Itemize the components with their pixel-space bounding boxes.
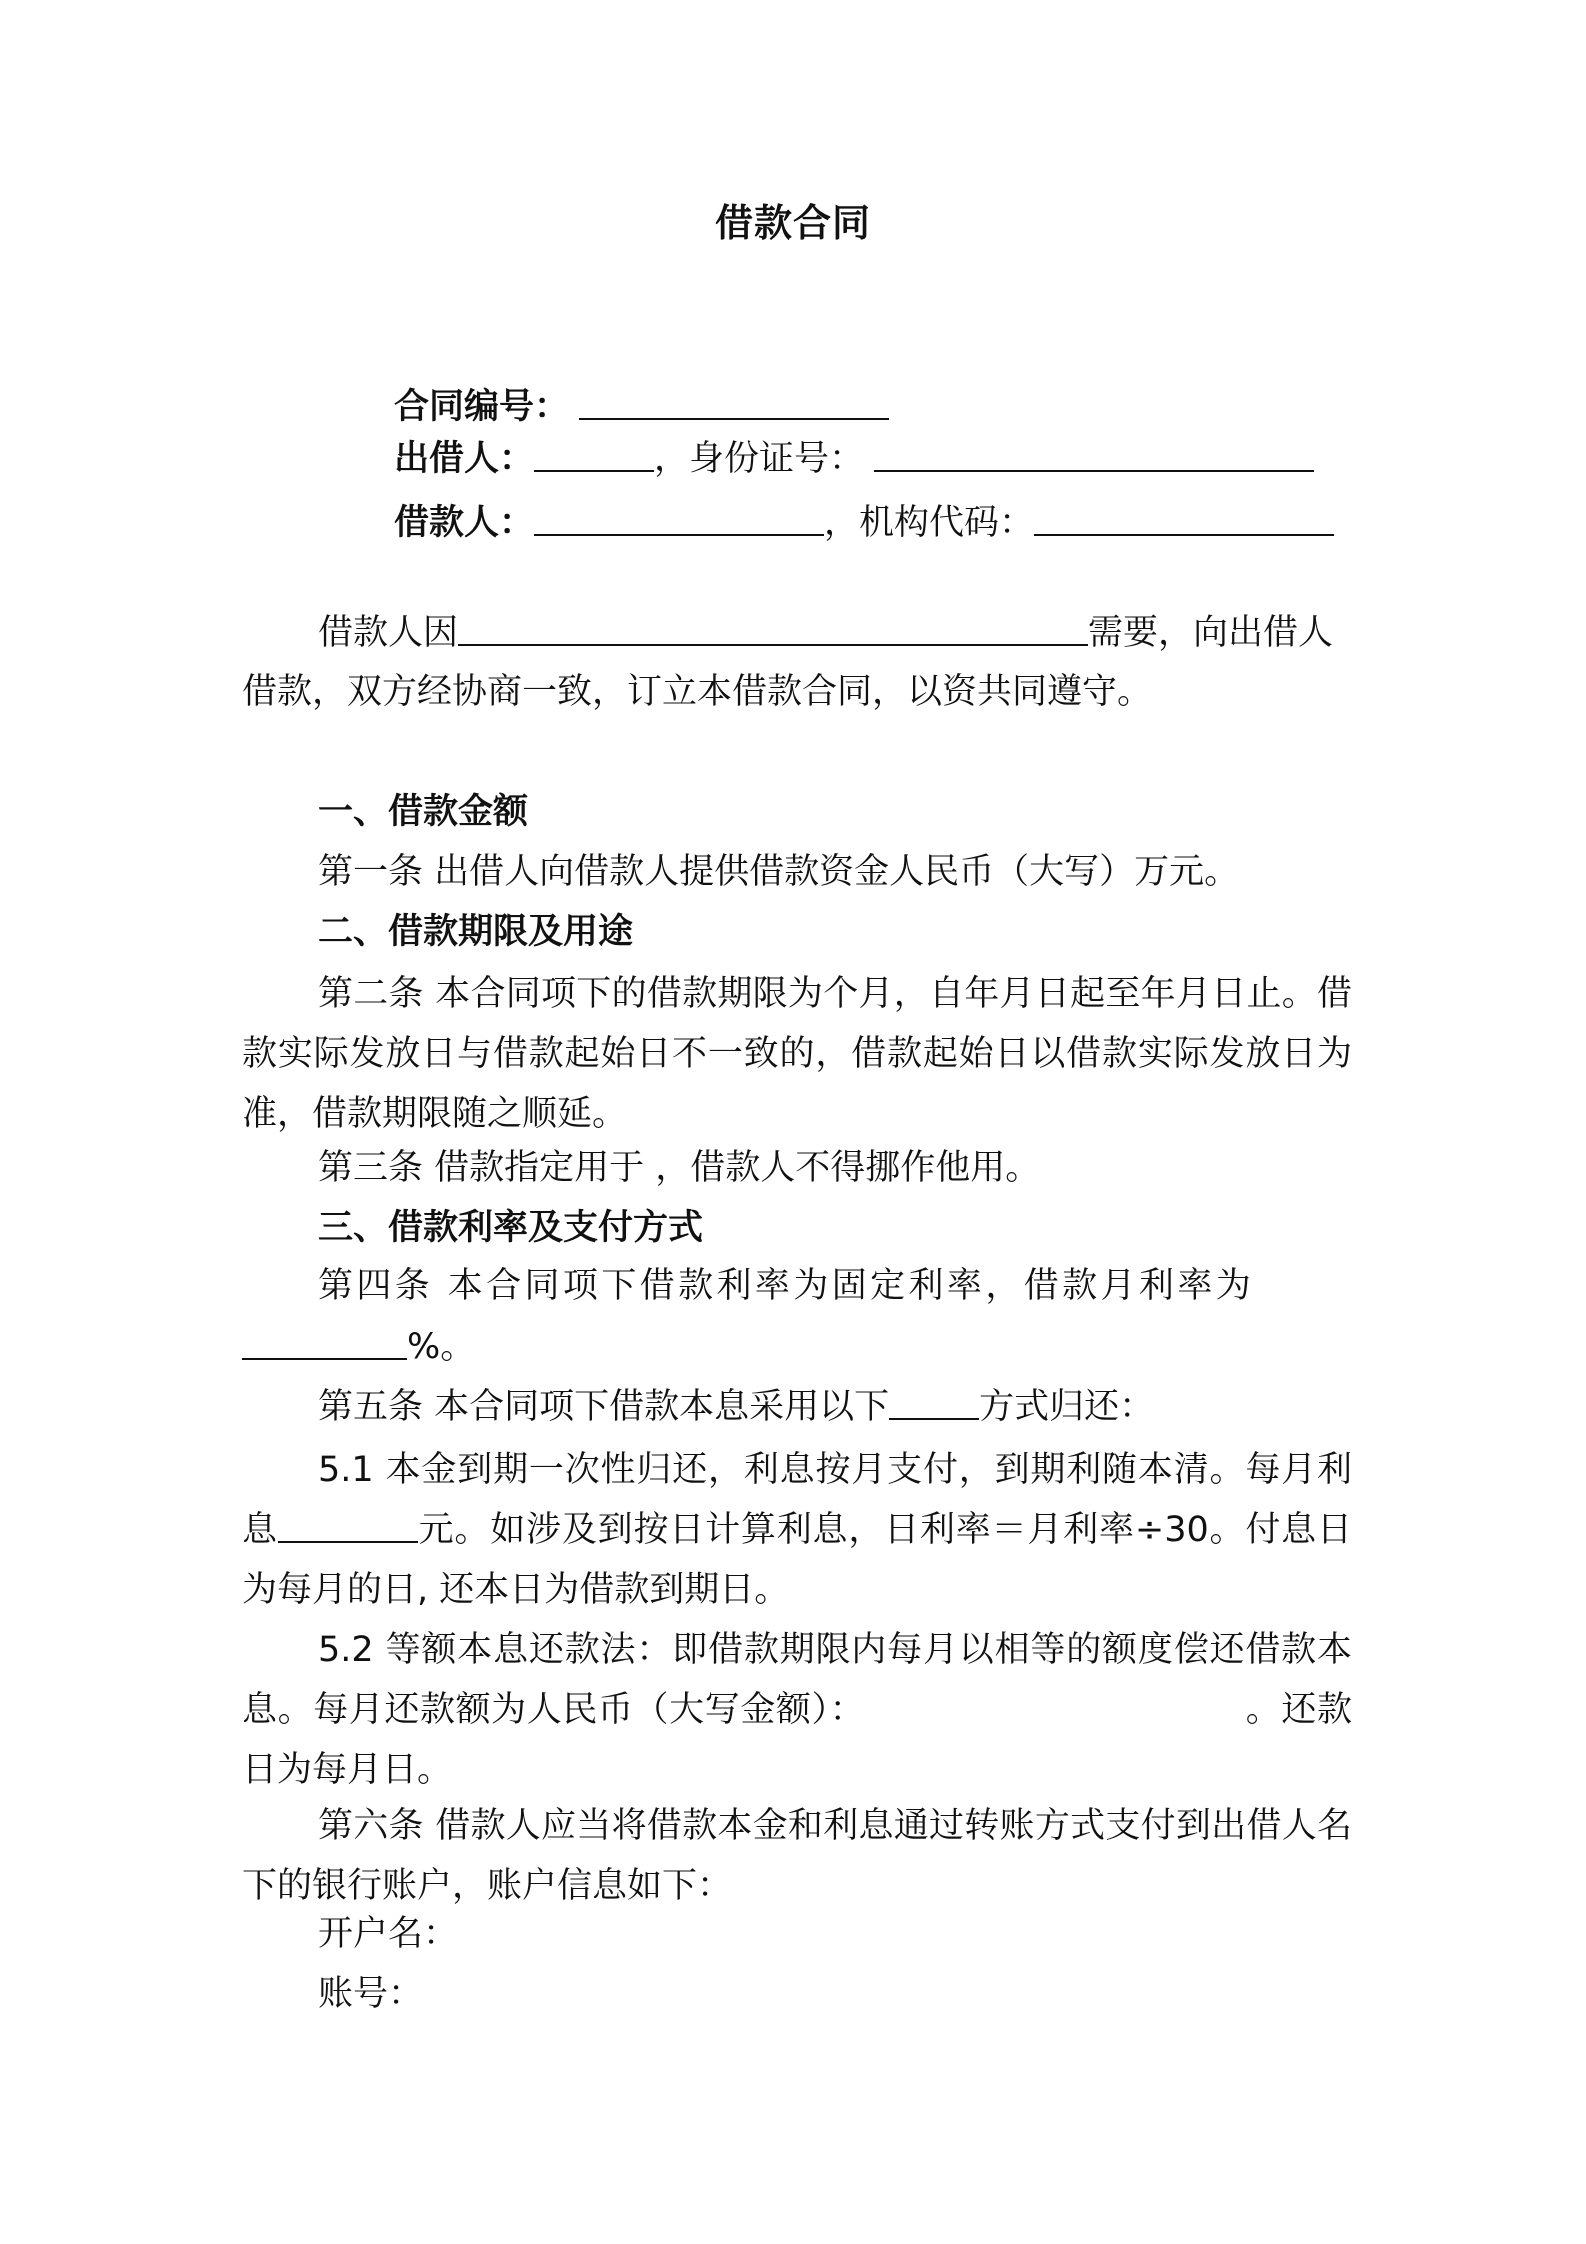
intro-line-1 [318,610,1333,655]
contract-number-blank [579,384,889,420]
org-code-blank [1034,500,1334,536]
section-3-heading: 三、借款利率及支付方式 [318,1208,704,1248]
borrower-row [394,500,1334,545]
article-5-2 [242,1620,1352,1800]
repayment-method-blank [889,1384,979,1420]
borrower-label: 借款人： [394,503,535,543]
article-6: 第六条 借款人应当将借款本金和利息通过转账方式支付到出借人名下的银行账户，账户信息如下： [242,1806,1352,1906]
article-5-1-part-1: 5.1 本金到期一次性归还，利息按月支付，到期利随本清。每月利息 [242,1450,1352,1550]
article-2: 第二条 本合同项下的借款期限为个月，自年月日起至年月日止。借款实际发放日与借款起始日不一致的，借款起始日以借款实际发放日为准，借款期限随之顺延。 [242,974,1352,1134]
intro-suffix: 需要，向出借人 [1088,613,1334,653]
article-5-suffix: 方式归还： [979,1387,1155,1427]
document-title: 借款合同 [714,201,871,245]
loan-reason-blank [458,610,1088,646]
section-1-heading: 一、借款金额 [318,792,529,832]
lender-label: 出借人： [394,439,535,479]
borrower-name-blank [534,500,824,536]
lender-row [394,436,1314,481]
article-4-line-1: 第四条 本合同项下借款利率为固定利率，借款月利率为 [318,1266,1255,1306]
article-5-1-part-2: 元。如涉及到按日计算利息，日利率＝月利率÷30。付息日为每月的日, 还本日为借款到期日。 [242,1510,1352,1610]
contract-number-row [394,384,889,429]
monthly-rate-blank [242,1324,407,1360]
lender-name-blank [534,436,654,472]
article-5-prefix: 第五条 本合同项下借款本息采用以下 [318,1387,890,1427]
article-5-1 [242,1440,1352,1620]
org-code-label: ，机构代码： [824,503,1035,543]
account-number-label: 账号： [318,1974,424,2014]
intro-line-2: 借款，双方经协商一致，订立本借款合同，以资共同遵守。 [242,672,1153,712]
id-number-blank [874,436,1314,472]
article-3: 第三条 借款指定用于 ，借款人不得挪作他用。 [318,1148,1041,1188]
id-number-label: ，身份证号： [654,439,865,479]
intro-prefix: 借款人因 [318,613,459,653]
section-2-heading: 二、借款期限及用途 [318,912,634,952]
monthly-interest-blank [278,1507,418,1543]
article-4-line-2 [242,1324,475,1369]
percent-suffix: %。 [407,1327,476,1367]
contract-number-label: 合同编号： [394,387,570,427]
article-5-2-text: 5.2 等额本息还款法：即借款期限内每月以相等的额度偿还借款本息。每月还款额为人民币（大写金额）： [242,1630,1352,1730]
article-5 [318,1384,1154,1429]
article-1: 第一条 出借人向借款人提供借款资金人民币（大写）万元。 [318,852,1240,892]
account-name-label: 开户名： [318,1914,459,1954]
article-5-2-end: 。还款日为每月日。 [242,1690,1352,1790]
